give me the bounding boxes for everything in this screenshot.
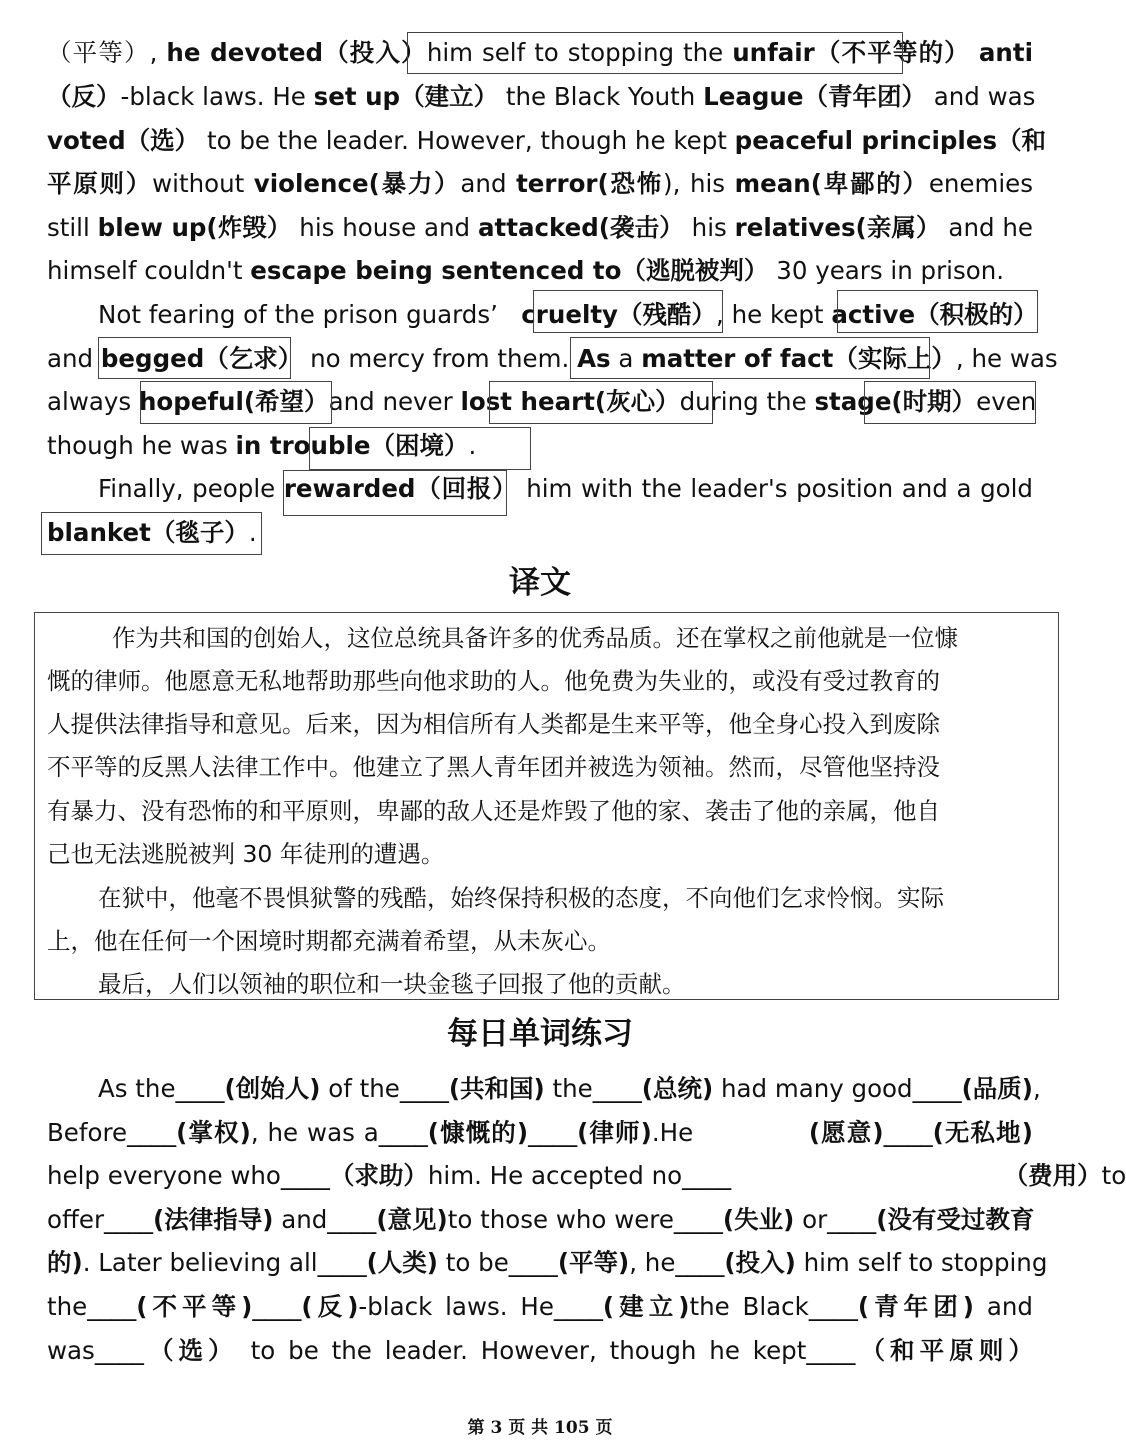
exercise-line: As the____(创始人) of the____(共和国) the____(总统) had many good____(品质), (98, 1074, 1041, 1103)
exercise-line: 的). Later believing all____(人类) to be____(平等), he____(投入) him self to stopping (47, 1248, 1048, 1277)
highlight-box (140, 381, 332, 424)
translation-line: 不平等的反黑人法律工作中。他建立了黑人青年团并被选为领袖。然而，尽管他坚持没 (47, 753, 940, 781)
page-footer: 第 3 页 共 105 页 (467, 1418, 613, 1438)
translation-line: 人提供法律指导和意见。后来，因为相信所有人类都是生来平等，他全身心投入到废除 (47, 710, 940, 738)
exercise-line: Before____(掌权), he was a____(慷慨的)____(律师).He (愿意)____(无私地) (47, 1118, 1033, 1147)
highlight-box (837, 290, 1038, 333)
translation-line: 在狱中，他毫不畏惧狱警的残酷，始终保持积极的态度，不向他们乞求怜悯。实际 (98, 884, 944, 912)
highlight-box (283, 470, 507, 516)
translation-line: 最后，人们以领袖的职位和一块金毯子回报了他的贡献。 (98, 970, 686, 998)
exercise-line: was____（选） to be the leader. However, though he kept____（和平原则） (47, 1336, 1033, 1365)
reading-line: Finally, people rewarded（回报） him with the leader's position and a gold (98, 474, 1033, 503)
translation-line: 慨的律师。他愿意无私地帮助那些向他求助的人。他免费为失业的，或没有受过教育的 (47, 667, 940, 695)
reading-line: and begged（乞求） no mercy from them. As a matter of fact（实际上）, he was (47, 344, 1058, 373)
highlight-box (41, 512, 262, 555)
highlight-box (309, 427, 531, 470)
reading-line: Not fearing of the prison guards’ cruelty（残酷）, he kept active（积极的） (98, 300, 1038, 329)
translation-line: 己也无法逃脱被判 30 年徒刑的遭遇。 (47, 840, 445, 868)
reading-line: blanket（毯子）. (47, 518, 257, 547)
reading-line: himself couldn't escape being sentenced to（逃脱被判） 30 years in prison. (47, 256, 1005, 285)
highlight-box (98, 337, 291, 379)
highlight-box (570, 337, 930, 379)
reading-line: voted（选） to be the leader. However, though he kept peaceful principles（和 (47, 126, 1047, 155)
exercise-title: 每日单词练习 (447, 1016, 633, 1052)
exercise-line: help everyone who____（求助）him. He accepted no____ （费用）to (47, 1161, 1126, 1190)
highlight-box (489, 381, 713, 424)
reading-line: （平等）, he devoted（投入）him self to stopping the unfair（不平等的） anti (47, 38, 1033, 67)
translation-title: 译文 (509, 565, 571, 601)
reading-line: still blew up(炸毁） his house and attacked(袭击） his relatives(亲属） and he (47, 213, 1033, 242)
reading-line: though he was in trouble（困境）. (47, 431, 477, 460)
highlight-box (407, 32, 903, 74)
translation-line: 有暴力、没有恐怖的和平原则，卑鄙的敌人还是炸毁了他的家、袭击了他的亲属，他自 (47, 797, 940, 825)
highlight-box (533, 290, 723, 333)
reading-line: （反）-black laws. He set up（建立） the Black Youth League（青年团） and was (47, 82, 1036, 111)
exercise-line: offer____(法律指导) and____(意见)to those who were____(失业) or____(没有受过教育 (47, 1205, 1035, 1234)
translation-line: 作为共和国的创始人，这位总统具备许多的优秀品质。还在掌权之前他就是一位慷 (112, 624, 958, 652)
highlight-box (864, 381, 1036, 424)
reading-line: always hopeful(希望）and never lost heart(灰心）during the stage(时期）even (47, 387, 1037, 416)
reading-line: 平原则）without violence(暴力）and terror(恐怖), his mean(卑鄙的）enemies (47, 169, 1034, 198)
exercise-line: the____(不平等)____(反)-black laws. He____(建立)the Black____(青年团) and (47, 1292, 1033, 1321)
translation-line: 上，他在任何一个困境时期都充满着希望，从未灰心。 (47, 927, 611, 955)
